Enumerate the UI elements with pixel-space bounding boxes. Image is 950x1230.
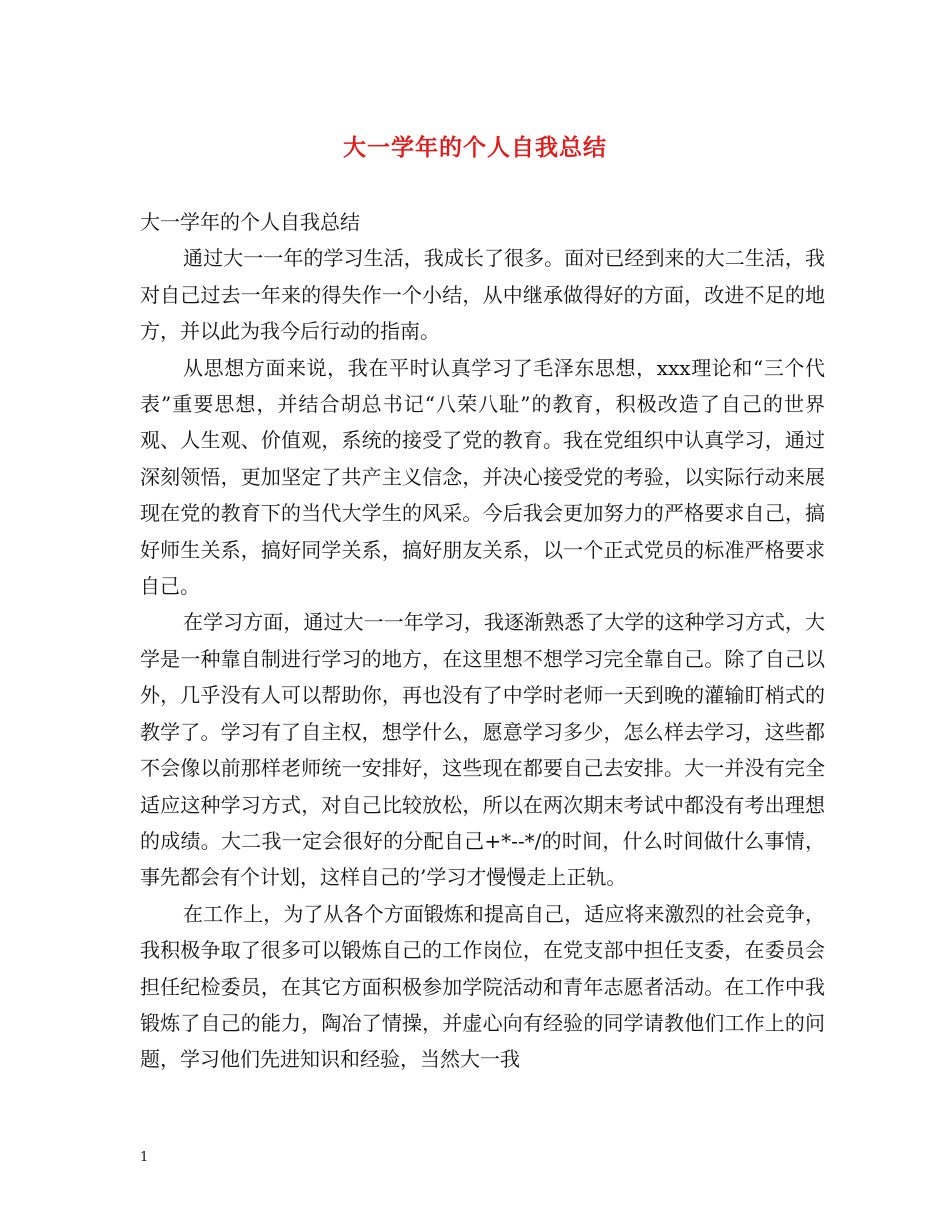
section-heading: 大一学年的个人自我总结 xyxy=(140,210,360,234)
paragraph-ideology: 从思想方面来说，我在平时认真学习了毛泽东思想，xxx理论和“三个代表”重要思想，并结合胡总书记“八荣八耻”的教育，积极改造了自己的世界观、人生观、价值观，系统的接受了党的教育。我在党组织中认真学习，通过深刻领悟，更加坚定了共产主义信念，并决心接受党的考验，以实际行动来展现在党的教育下的当代大学生的风采。今后我会更加努力的严格要求自己，搞好师生关系，搞好同学关系，搞好朋友关系，以一个正式党员的标准严格要求自己。 xyxy=(140,355,825,599)
page-number: 1 xyxy=(140,1150,149,1165)
paragraph-intro: 通过大一一年的学习生活，我成长了很多。面对已经到来的大二生活，我对自己过去一年来的得失作一个小结，从中继承做得好的方面，改进不足的地方，并以此为我今后行动的指南。 xyxy=(140,246,825,344)
paragraph-study: 在学习方面，通过大一一年学习，我逐渐熟悉了大学的这种学习方式，大学是一种靠自制进行学习的地方，在这里想不想学习完全靠自己。除了自己以外，几乎没有人可以帮助你，再也没有了中学时老师一天到晚的灌输盯梢式的教学了。学习有了自主权，想学什么，愿意学习多少，怎么样去学习，这些都不会像以前那样老师统一安排好，这些现在都要自己去安排。大一并没有完全适应这种学习方式，对自己比较放松，所以在两次期末考试中都没有考出理想的成绩。大二我一定会很好的分配自己+*--*/的时间，什么时间做什么事情，事先都会有个计划，这样自己的’学习才慢慢走上正轨。 xyxy=(140,610,825,890)
document-title: 大一学年的个人自我总结 xyxy=(343,134,607,161)
document-body xyxy=(140,204,825,1078)
paragraph-work: 在工作上，为了从各个方面锻炼和提高自己，适应将来激烈的社会竞争，我积极争取了很多可以锻炼自己的工作岗位，在党支部中担任支委，在委员会担任纪检委员，在其它方面积极参加学院活动和青年志愿者活动。在工作中我锻炼了自己的能力，陶冶了情操，并虚心向有经验的同学请教他们工作上的问题，学习他们先进知识和经验，当然大一我 xyxy=(140,901,825,1072)
